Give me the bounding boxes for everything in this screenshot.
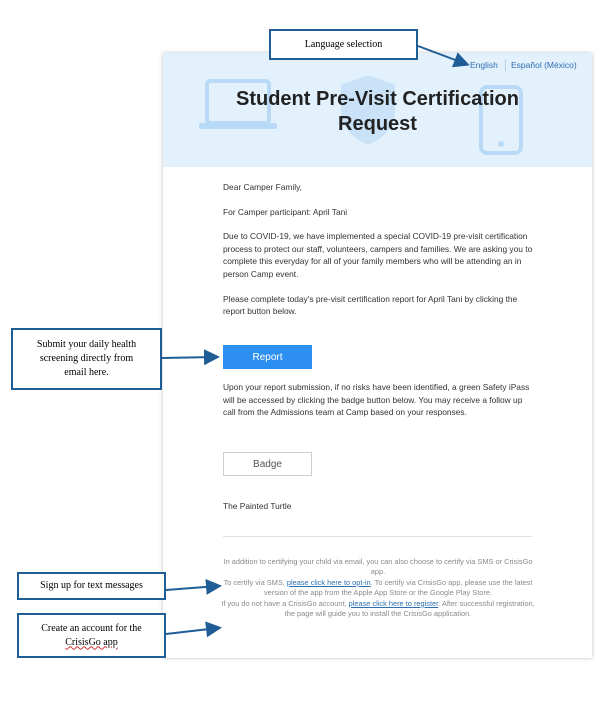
participant-text: For Camper participant: April Tani bbox=[223, 206, 348, 217]
callout-sms-text: Sign up for text messages bbox=[40, 580, 143, 591]
callout-language bbox=[269, 29, 418, 60]
callout-account bbox=[17, 613, 166, 658]
language-english-link[interactable]: English bbox=[470, 60, 498, 70]
title-line-1: Student Pre-Visit Certification bbox=[235, 88, 519, 110]
sms-opt-in-link[interactable]: please click here to opt-in bbox=[286, 577, 371, 587]
intro-text: Due to COVID-19, we have implemented a special COVID-19 pre-visit certification process to protect our staff, volunteers, campers and families. We are asking you to complete this everyday for all of your family members who will be attending an in person Camp event. bbox=[223, 231, 533, 279]
sms-post-text: . To certify via CrisisGo app, please use the latest version of the app from the Apple App Store or the Google Play Store. bbox=[263, 577, 533, 598]
greeting-text: Dear Camper Family, bbox=[223, 182, 302, 192]
register-pre-text: If you do not have a CrisisGo account, bbox=[221, 598, 349, 608]
language-arrow bbox=[418, 46, 466, 64]
account-arrow bbox=[166, 628, 218, 634]
callout-account-line-1: Create an account for the bbox=[41, 622, 142, 634]
callout-submit bbox=[11, 328, 162, 390]
callout-account-body bbox=[41, 622, 142, 650]
language-spanish-link[interactable]: Español (México) bbox=[511, 60, 577, 70]
title-line-2: Request bbox=[338, 113, 417, 135]
sms-arrow bbox=[166, 586, 218, 590]
callout-submit-line-2: screening directly from bbox=[39, 353, 134, 364]
register-post-text: . After successful registration, the page will guide you to install the CrisisGo application. bbox=[284, 598, 535, 619]
sms-pre-text: To certify via SMS, bbox=[223, 577, 287, 587]
badge-button[interactable]: Badge bbox=[223, 452, 312, 476]
callout-submit-line-1: Submit your daily health bbox=[36, 339, 137, 350]
after-submit-text: Upon your report submission, if no risks have been identified, a green Safety iPass will be accessed by clicking the badge button below. You may receive a follow up call from the Admissions team at Camp based on your responses. bbox=[223, 382, 530, 418]
submit-arrow bbox=[162, 357, 216, 358]
report-button[interactable]: Report bbox=[223, 345, 312, 369]
callout-language-text: Language selection bbox=[304, 38, 383, 50]
callout-account-line-2: CrisisGo app bbox=[65, 636, 118, 648]
callout-sms bbox=[17, 572, 166, 600]
footer-intro: In addition to certifying your child via email, you can also choose to certify via SMS or CrisisGo app. bbox=[223, 557, 533, 577]
signature-text: The Painted Turtle bbox=[223, 501, 292, 511]
instruction-text: Please complete today's pre-visit certification report for April Tani by clicking the report button below. bbox=[223, 293, 518, 317]
register-link[interactable]: please click here to register bbox=[348, 598, 439, 608]
callout-submit-line-3: email here. bbox=[64, 367, 109, 378]
callout-submit-body bbox=[37, 338, 136, 380]
